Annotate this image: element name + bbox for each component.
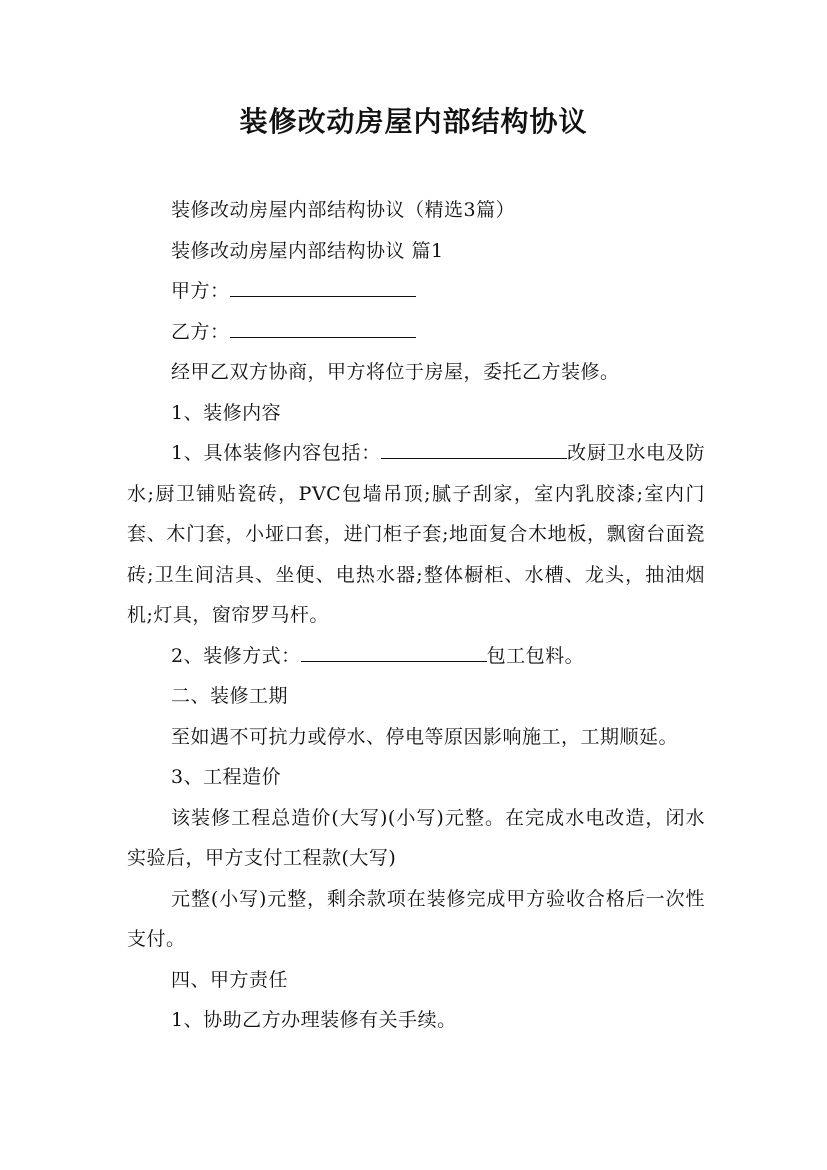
schedule-paragraph: 至如遇不可抗力或停水、停电等原因影响施工，工期顺延。 bbox=[171, 725, 679, 748]
document-title: 装修改动房屋内部结构协议 bbox=[239, 105, 588, 138]
content-label: 1、具体装修内容包括： bbox=[171, 442, 381, 464]
party-b-line bbox=[127, 312, 705, 353]
method-detail: 包工包料。 bbox=[486, 644, 585, 667]
method-blank bbox=[301, 660, 487, 662]
heading-cost: 3、工程造价 bbox=[171, 766, 282, 788]
decoration-method-paragraph bbox=[127, 636, 705, 677]
party-a-duty-1: 1、协助乙方办理装修有关手续。 bbox=[171, 1009, 457, 1031]
party-b-blank bbox=[230, 336, 416, 338]
content-blank bbox=[381, 457, 567, 459]
subtitle-paragraph: 装修改动房屋内部结构协议（精选3篇） bbox=[171, 199, 516, 221]
decoration-content-paragraph bbox=[127, 433, 705, 636]
party-a-blank bbox=[230, 295, 416, 297]
cost-paragraph-2: 元整(小写)元整，剩余款项在装修完成甲方验收合格后一次性支付。 bbox=[127, 887, 705, 950]
section-heading-part1: 装修改动房屋内部结构协议 篇1 bbox=[171, 239, 444, 262]
content-detail: 改厨卫水电及防水;厨卫铺贴瓷砖，PVC包墙吊顶;腻子刮家，室内乳胶漆;室内门套、木门套，小垭口套，进门柜子套;地面复合木地板，飘窗台面瓷砖;卫生间洁具、坐便、电热水器;整体橱柜、水槽、龙头，抽油烟机;灯具，窗帘罗马杆。 bbox=[127, 442, 705, 626]
document-body bbox=[127, 190, 705, 1041]
agreement-intro: 经甲乙双方协商，甲方将位于房屋，委托乙方装修。 bbox=[171, 361, 620, 383]
heading-schedule: 二、装修工期 bbox=[171, 685, 289, 707]
heading-decoration-content: 1、装修内容 bbox=[171, 401, 282, 424]
heading-party-a-duty: 四、甲方责任 bbox=[171, 968, 289, 991]
party-b-label: 乙方： bbox=[171, 320, 230, 343]
method-label: 2、装修方式： bbox=[171, 644, 301, 667]
party-a-label: 甲方： bbox=[171, 280, 230, 302]
party-a-line bbox=[127, 271, 705, 312]
cost-paragraph-1: 该装修工程总造价(大写)(小写)元整。在完成水电改造，闭水实验后，甲方支付工程款(大写) bbox=[127, 806, 705, 869]
